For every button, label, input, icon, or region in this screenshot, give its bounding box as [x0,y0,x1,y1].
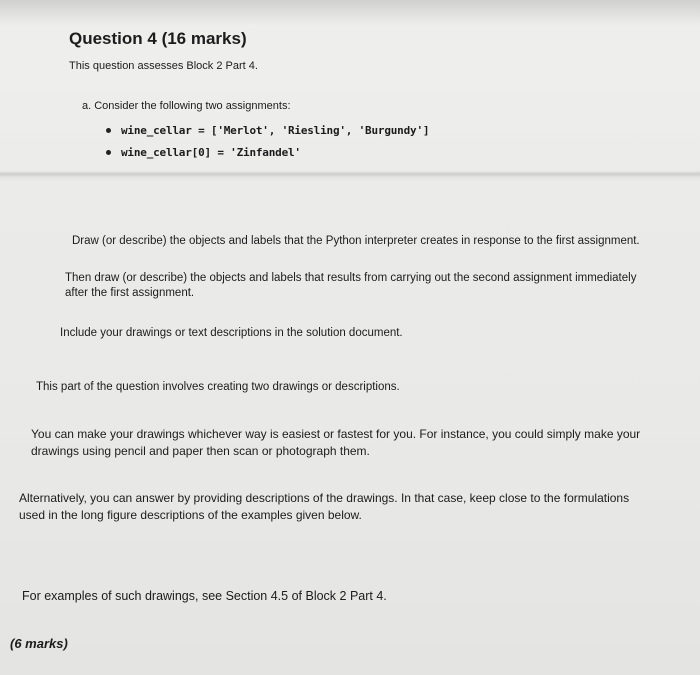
instruction-how-to-draw-line-2: drawings using pencil and paper then scan or photograph them. [31,444,370,458]
instruction-alternative-line-2: used in the long figure descriptions of the examples given below. [19,508,362,522]
assignment-code-2: wine_cellar[0] = 'Zinfandel' [121,146,301,159]
marks-label: (6 marks) [10,636,68,651]
part-a-intro: a. Consider the following two assignments: [82,100,291,112]
assignment-code-1: wine_cellar = ['Merlot', 'Riesling', 'Burgundy'] [121,124,430,137]
paper-fold [0,171,700,177]
assignment-item-2 [106,146,301,159]
instruction-examples-reference: For examples of such drawings, see Section 4.5 of Block 2 Part 4. [22,589,387,603]
bullet-icon [106,150,111,155]
instruction-draw-second [65,271,636,301]
top-shadow [0,0,700,26]
assignment-item-1 [106,124,429,137]
instruction-alternative-line-1: Alternatively, you can answer by providing descriptions of the drawings. In that case, keep close to the formulations [19,491,630,505]
instruction-draw-first: Draw (or describe) the objects and labels that the Python interpreter creates in response to the first assignment. [72,235,640,247]
bullet-icon [106,128,111,133]
instruction-two-drawings: This part of the question involves creating two drawings or descriptions. [36,381,400,393]
question-title: Question 4 (16 marks) [69,29,247,48]
instruction-draw-second-line-2: after the first assignment. [65,287,195,299]
instruction-include: Include your drawings or text descriptions in the solution document. [60,327,403,339]
instruction-alternative [19,490,629,524]
instruction-how-to-draw-line-1: You can make your drawings whichever way is easiest or fastest for you. For instance, you could simply make your [31,427,641,441]
instruction-draw-second-line-1: Then draw (or describe) the objects and labels that results from carrying out the second assignment immediately [65,272,637,284]
instruction-how-to-draw [31,426,640,460]
question-subtitle: This question assesses Block 2 Part 4. [69,60,258,72]
